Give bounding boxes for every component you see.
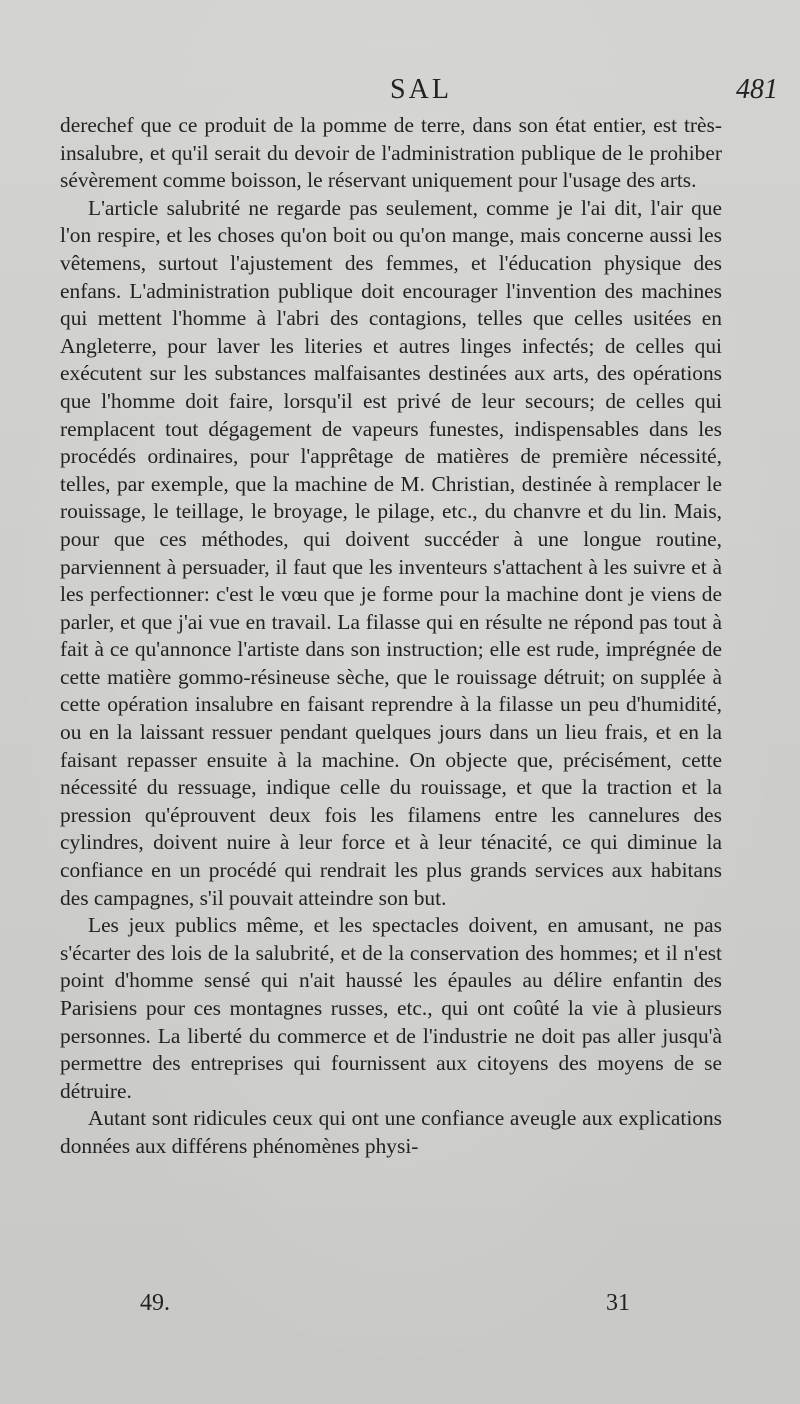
paragraph: L'article salubrité ne regarde pas seulement, comme je l'ai dit, l'air que l'on respire, et les choses qu'on boit ou qu'on mange, mais concerne aussi les vêtemens, surtout l'ajustement des femmes, et l'éducation physique des enfans. L'administration publique doit encourager l'invention des machines qui mettent l'homme à l'abri des contagions, telles que celles usitées en Angleterre, pour laver les literies et autres linges infectés; de celles qui exécutent sur les substances malfaisantes destinées aux arts, des opérations que l'homme doit faire, lorsqu'il est privé de leur secours; de celles qui remplacent tout dégagement de vapeurs funestes, indispensables dans les procédés ordinaires, pour l'apprêtage de matières de première nécessité, telles, par exemple, que la machine de M. Christian, destinée à remplacer le rouissage, le teillage, le broyage, le pilage, etc., du chanvre et du lin. Mais, pour que ces méthodes, qui doivent succéder à une longue routine, parviennent à persuader, il faut que les inventeurs s'attachent à les suivre et à les perfectionner: c'est le vœu que je forme pour la machine dont je viens de parler, et que j'ai vue en travail. La filasse qui en résulte ne répond pas tout à fait à ce qu'annonce l'artiste dans son instruction; elle est rude, imprégnée de cette matière gommo-résineuse sèche, que le rouissage détruit; on supplée à cette opération insalubre en faisant reprendre à la filasse un peu d'humidité, ou en la laissant ressuer pendant quelques jours dans un lieu frais, et en la faisant repasser ensuite à la machine. On objecte que, précisément, cette nécessité du ressuage, indique celle du rouissage, et que la traction et la pression qu'éprouvent deux fois les filamens entre les cannelures des cylindres, doivent nuire à leur force et à leur ténacité, ce qui diminue la confiance en un procédé qui rendrait les plus grands services aux habitans des campagnes, s'il pouvait atteindre son but.: [60, 195, 722, 910]
signature-mark: 31: [606, 1290, 630, 1316]
page-number: 481: [736, 74, 778, 105]
signature-mark: 49.: [140, 1290, 170, 1316]
paragraph: derechef que ce produit de la pomme de terre, dans son état entier, est très-insalubre, et qu'il serait du devoir de l'administration publique de le prohiber sévèrement comme boisson, le réservant uniquement pour l'usage des arts.: [60, 113, 722, 193]
body-text: [60, 112, 722, 1161]
page-header: [60, 72, 782, 112]
page-footer: [140, 1290, 630, 1326]
running-head: SAL: [390, 74, 452, 105]
paragraph: Autant sont ridicules ceux qui ont une confiance aveugle aux explications données aux différens phénomènes physi-: [60, 1106, 722, 1158]
paragraph: Les jeux publics même, et les spectacles doivent, en amusant, ne pas s'écarter des lois de la salubrité, et de la conservation des hommes; et il n'est point d'homme sensé qui n'ait haussé les épaules au délire enfantin des Parisiens pour ces montagnes russes, etc., qui ont coûté la vie à plusieurs personnes. La liberté du commerce et de l'industrie ne doit pas aller jusqu'à permettre des entreprises qui fournissent aux citoyens des moyens de se détruire.: [60, 913, 722, 1103]
